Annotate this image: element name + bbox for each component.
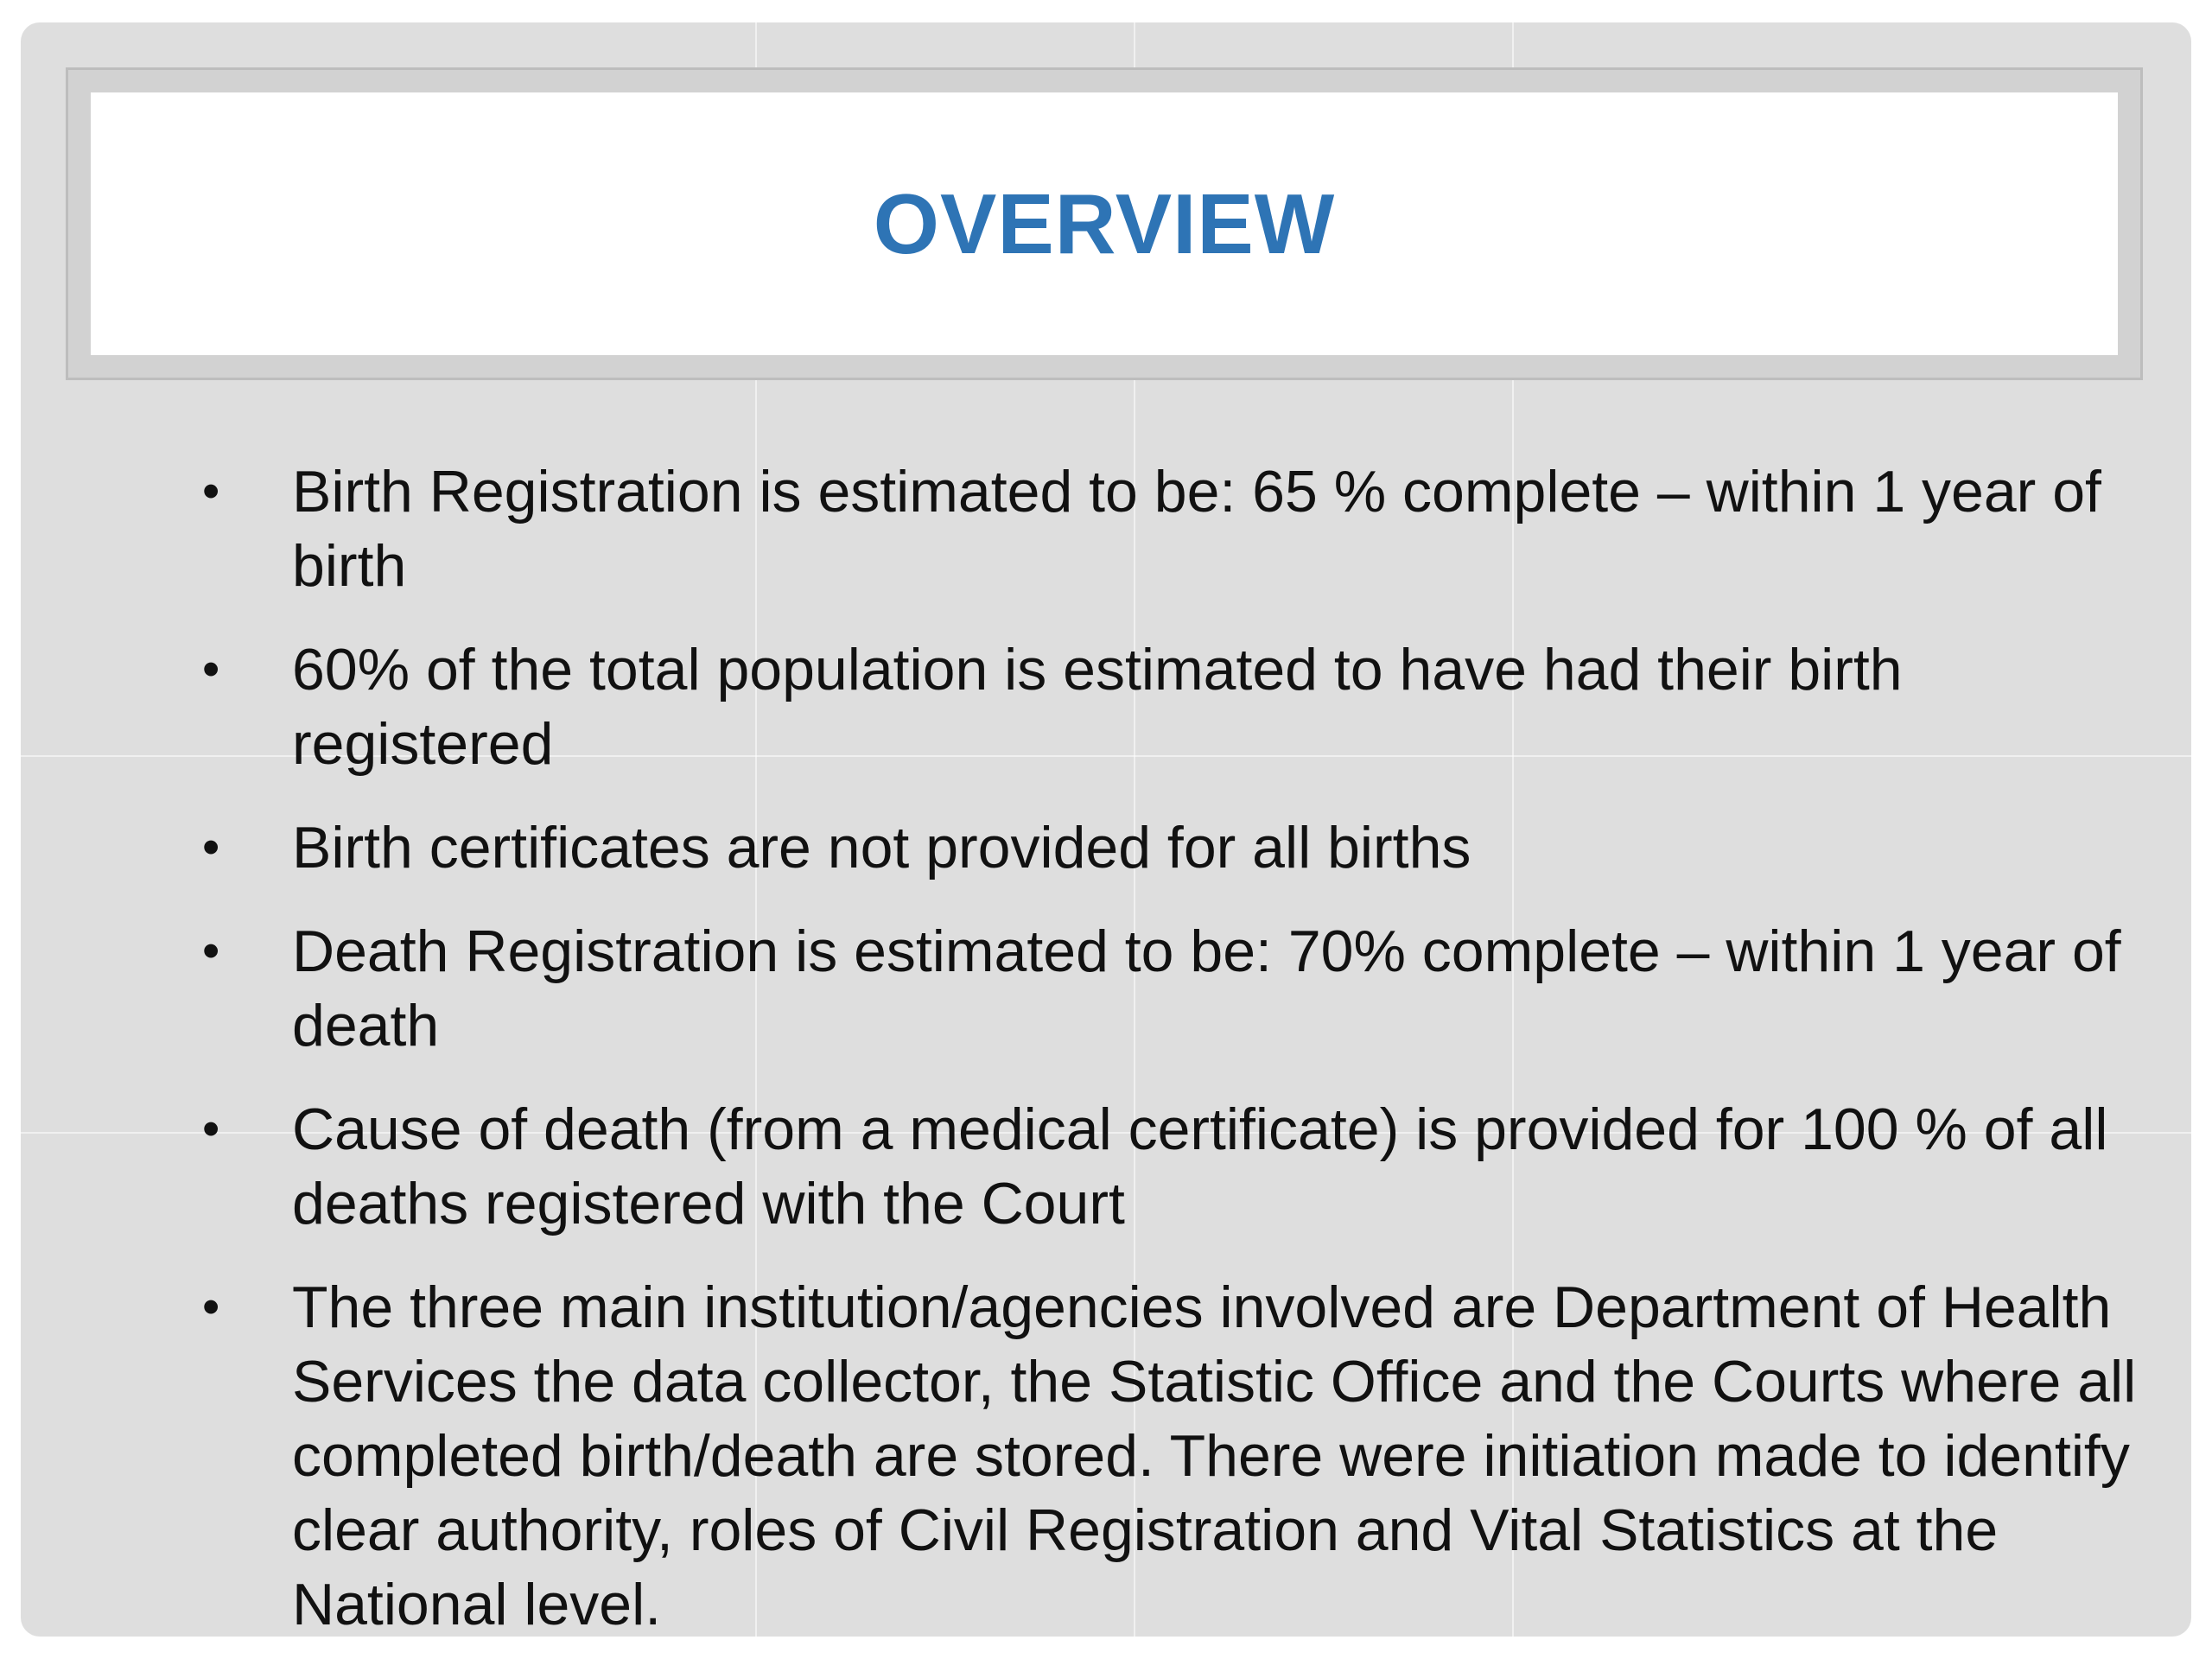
slide bbox=[21, 22, 2191, 1637]
bullet-item bbox=[185, 1092, 2164, 1241]
bullet-item bbox=[185, 914, 2164, 1063]
bullet-text: Cause of death (from a medical certificate) is provided for 100 % of all deaths registered with the Court bbox=[292, 1096, 2108, 1236]
bullet-item bbox=[185, 454, 2164, 603]
title-box bbox=[91, 92, 2118, 355]
bullet-icon: • bbox=[202, 819, 220, 875]
bullet-text: The three main institution/agencies involved are Department of Health Services the data collector, the Statistic Office and the Courts where all completed birth/death are stored. There were initiation made to identify clear authority, roles of Civil Registration and Vital Statistics at the National level. bbox=[292, 1274, 2137, 1637]
bullet-text: 60% of the total population is estimated to have had their birth registered bbox=[292, 637, 1903, 777]
bullet-text: Death Registration is estimated to be: 70% complete – within 1 year of death bbox=[292, 918, 2121, 1058]
bullet-icon: • bbox=[202, 1101, 220, 1157]
bullet-icon: • bbox=[202, 923, 220, 979]
bullet-text: Birth certificates are not provided for all births bbox=[292, 815, 1471, 880]
bullet-icon: • bbox=[202, 1279, 220, 1335]
bullet-item bbox=[185, 810, 2164, 885]
bullet-icon: • bbox=[202, 463, 220, 519]
bullet-item bbox=[185, 1270, 2164, 1637]
bullet-text: Birth Registration is estimated to be: 65 % complete – within 1 year of birth bbox=[292, 459, 2101, 599]
slide-title: OVERVIEW bbox=[873, 175, 1336, 271]
bullet-list bbox=[185, 454, 2164, 1637]
bullet-item bbox=[185, 632, 2164, 781]
title-frame bbox=[66, 67, 2143, 380]
bullet-icon: • bbox=[202, 641, 220, 697]
